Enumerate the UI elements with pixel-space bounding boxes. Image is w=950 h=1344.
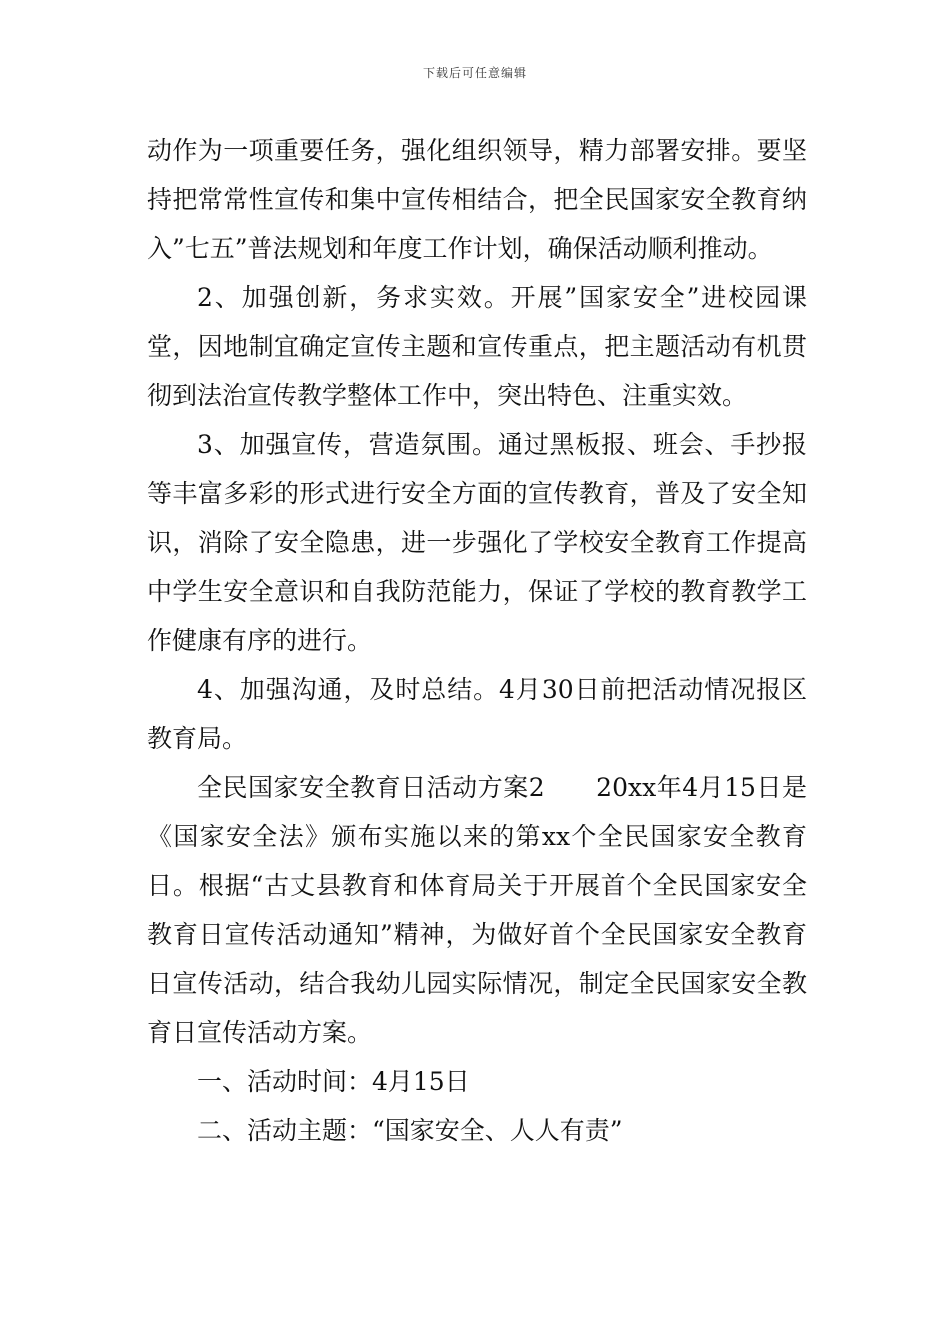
paragraph-activity-time: 一、活动时间：4月15日: [197, 1067, 470, 1096]
paragraph-item-4: 4、加强沟通，及时总结。4月30日前把活动情况报区教育局。: [147, 675, 807, 753]
page-header: 下载后可任意编辑: [422, 66, 527, 80]
document-body: [147, 126, 807, 1155]
paragraph-item-2: 2、加强创新，务求实效。开展”国家安全”进校园课堂，因地制宜确定宣传主题和宣传重点，把主题活动有机贯彻到法治宣传教学整体工作中，突出特色、注重实效。: [147, 283, 807, 410]
paragraph-activity-theme: 二、活动主题：“国家安全、人人有责”: [197, 1116, 623, 1145]
paragraph-item-3: 3、加强宣传，营造氛围。通过黑板报、班会、手抄报等丰富多彩的形式进行安全方面的宣传教育，普及了安全知识，消除了安全隐患，进一步强化了学校安全教育工作提高中学生安全意识和自我防范能力，保证了学校的教育教学工作健康有序的进行。: [147, 430, 807, 655]
paragraph-continuation: 动作为一项重要任务，强化组织领导，精力部署安排。要坚持把常常性宣传和集中宣传相结合，把全民国家安全教育纳入”七五”普法规划和年度工作计划，确保活动顺利推动。: [147, 136, 807, 263]
paragraph-plan-2-intro: 全民国家安全教育日活动方案2 20xx年4月15日是《国家安全法》颁布实施以来的第xx个全民国家安全教育日。根据“古丈县教育和体育局关于开展首个全民国家安全教育日宣传活动通知”精神，为做好首个全民国家安全教育日宣传活动，结合我幼儿园实际情况，制定全民国家安全教育日宣传活动方案。: [147, 773, 807, 1047]
